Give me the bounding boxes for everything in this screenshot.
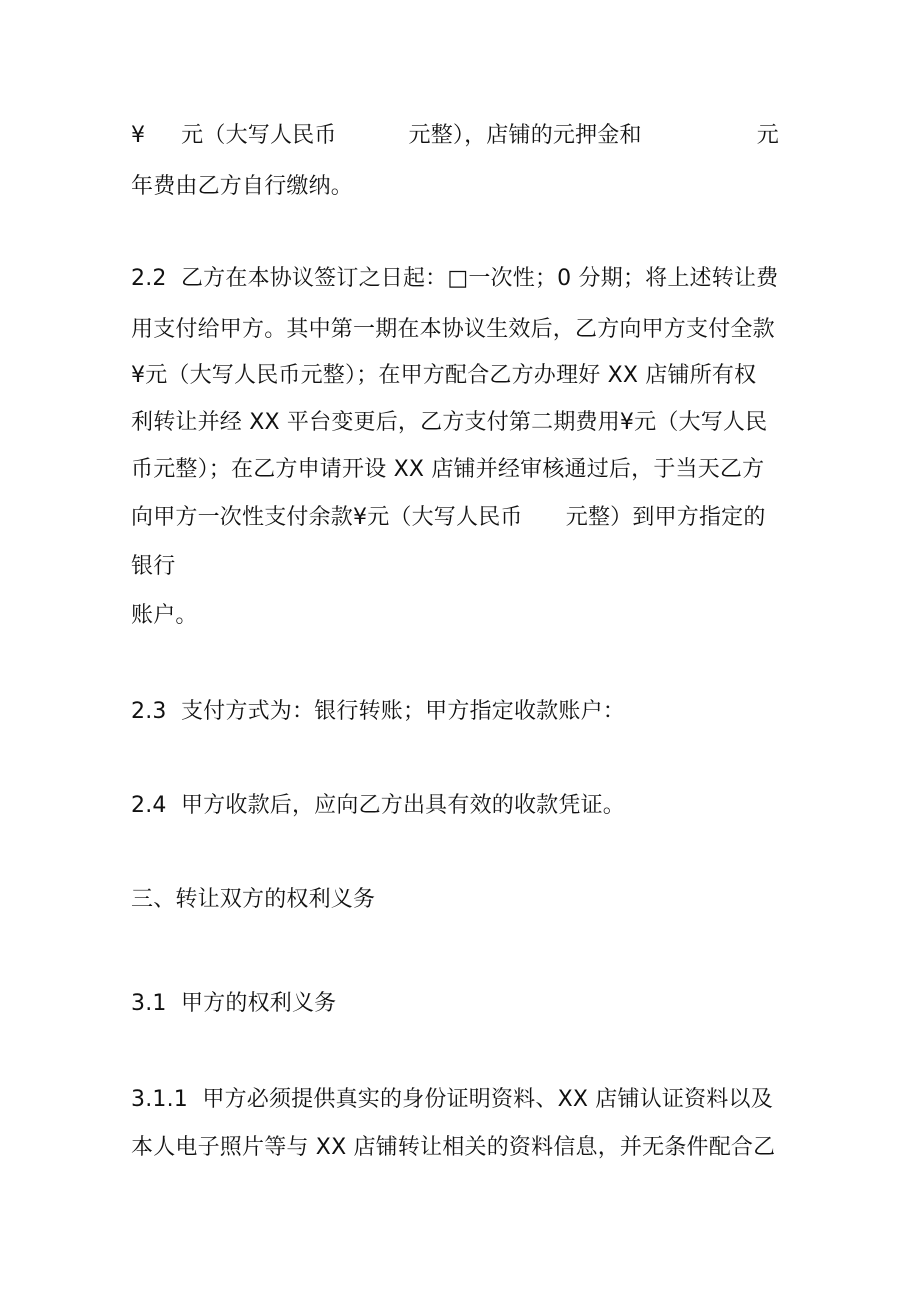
clause-2-2-line: 用支付给甲方。其中第一期在本协议生效后，乙方向甲方支付全款 xyxy=(131,317,775,342)
section-3-heading: 三、转让双方的权利义务 xyxy=(131,887,376,912)
clause-3-1-1-line: 本人电子照片等与 XX 店铺转让相关的资料信息，并无条件配合乙 xyxy=(131,1135,776,1160)
paragraph-line: 年费由乙方自行缴纳。 xyxy=(131,174,354,199)
clause-2-2-line: 向甲方一次性支付余款¥元（大写人民币 元整）到甲方指定的 xyxy=(131,505,766,530)
clause-3-1-heading: 3.1 甲方的权利义务 xyxy=(131,991,337,1016)
clause-2-2-line: ¥元（大写人民币元整）；在甲方配合乙方办理好 XX 店铺所有权 xyxy=(131,363,757,388)
paragraph-line: ¥ 元（大写人民币 元整），店铺的元押金和 元 xyxy=(131,123,779,148)
clause-3-1-1-line: 3.1.1 甲方必须提供真实的身份证明资料、XX 店铺认证资料以及 xyxy=(131,1087,773,1112)
clause-2-2-line: 2.2 乙方在本协议签订之日起：□一次性；0 分期；将上述转让费 xyxy=(131,266,779,291)
clause-2-2-line: 账户。 xyxy=(131,603,198,628)
clause-2-2-line: 利转让并经 XX 平台变更后，乙方支付第二期费用¥元（大写人民 xyxy=(131,410,768,435)
clause-2-2-line: 银行 xyxy=(131,554,176,579)
clause-2-4-line: 2.4 甲方收款后，应向乙方出具有效的收款凭证。 xyxy=(131,793,625,818)
clause-2-2-line: 币元整）；在乙方申请开设 XX 店铺并经审核通过后，于当天乙方 xyxy=(131,457,765,482)
clause-2-3-line: 2.3 支付方式为：银行转账；甲方指定收款账户： xyxy=(131,699,625,724)
